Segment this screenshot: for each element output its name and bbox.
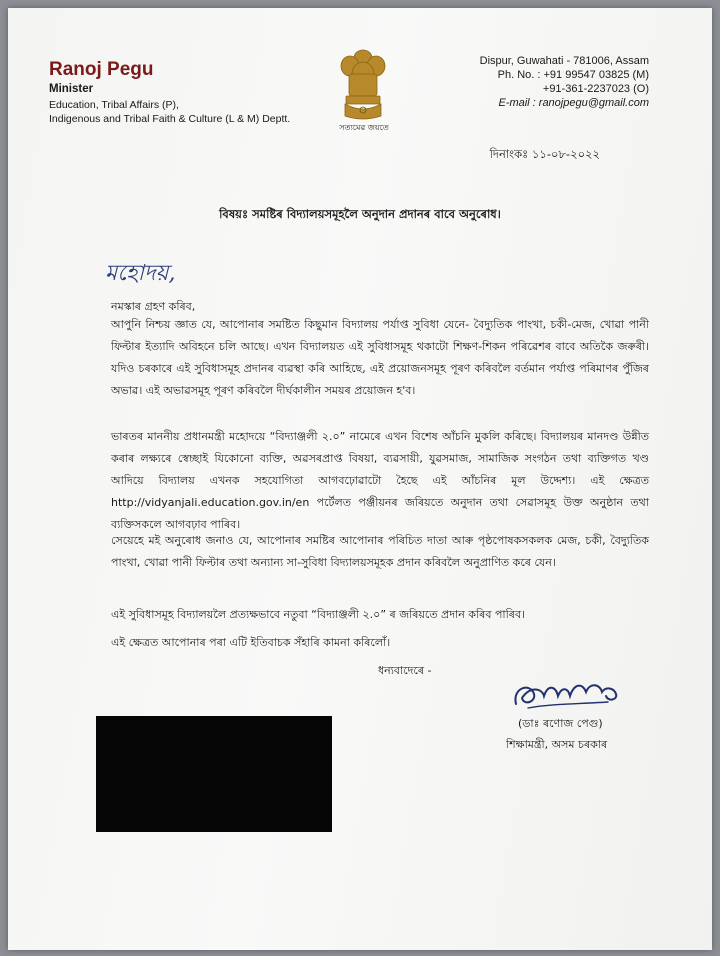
- letter-subject: বিষয়ঃ সমষ্টিৰ বিদ্যালয়সমূহলৈ অনুদান প্ৰদানৰ বাবে অনুৰোধ।: [219, 207, 501, 221]
- body-paragraph-1: আপুনি নিশ্চয় জ্ঞাত যে, আপোনাৰ সমষ্টিত কিছুমান বিদ্যালয় পৰ্যাপ্ত সুবিধা যেনে- বৈদ্যুতিক পাংখা, চকী-মেজ, খোৱা পানী ফিল্টাৰ ইত্যাদি অবিহনে চলি আছে। এখন বিদ্যালয়ত এই সুবিধাসমূহ থকাটো শিক্ষণ-শিকন পৰিৱেশৰ বাবে অতিকৈ জৰুৰী। যদিও চৰকাৰে এই সুবিধাসমূহ প্ৰদানৰ ব্যৱস্থা কৰি আহিছে, এই প্ৰয়োজনসমূহ পূৰণ কৰিবলৈ বৰ্তমান পৰ্যাপ্ত পৰিমাণৰ পুঁজিৰ অভাৱ। এই অভাৱসমূহ পূৰণ কৰিবলৈ দীৰ্ঘকালীন সময়ৰ প্ৰয়োজন হ'ব।: [111, 318, 649, 397]
- closing: ধন্যবাদেৰে -: [378, 664, 432, 677]
- address: Dispur, Guwahati - 781006, Assam: [479, 55, 649, 67]
- emblem-motto: সত্যমেৱ জয়তে: [339, 123, 389, 132]
- greeting: নমস্কাৰ গ্ৰহণ কৰিব,: [111, 300, 196, 313]
- department-line-1: Education, Tribal Affairs (P),: [49, 99, 179, 111]
- redaction-box: [96, 716, 332, 832]
- letter-page: [8, 8, 712, 950]
- minister-name: Ranoj Pegu: [49, 59, 154, 80]
- body-paragraph-2: ভাৰতৰ মাননীয় প্ৰধানমন্ত্ৰী মহোদয়ে “বিদ্যাঞ্জলী ২.০” নামেৰে এখন বিশেষ আঁচনি মুকলি কৰিছে। বিদ্যালয়ৰ মানদণ্ড উন্নীত কৰাৰ লক্ষ্যৰে স্বেচ্ছাই যিকোনো ব্যক্তি, অৱসৰপ্ৰাপ্ত বিষয়া, ব্যৱসায়ী, যুৱসমাজ, সামাজিক সংগঠন তথা ব্যক্তিগত খণ্ড আদিয়ে বিদ্যালয় এখনক সহযোগিতা আগবঢ়োৱাটো হৈছে এই আঁচনিৰ মূল উদ্দেশ্য। এই ক্ষেত্ৰত http://vidyanjali.education.gov.in/en পৰ্টেলত পঞ্জীয়নৰ জৰিয়তে অনুদান তথা সেৱাসমূহ উক্ত অনুষ্ঠান তথা ব্যক্তিসকলে আগবঢ়াব পাৰিব।: [111, 430, 649, 531]
- handwritten-signature: [508, 674, 628, 718]
- body-paragraph-4: এই সুবিধাসমূহ বিদ্যালয়লৈ প্ৰত্যক্ষভাবে নতুবা “বিদ্যাঞ্জলী ২.০” ৰ জৰিয়তে প্ৰদান কৰিব পাৰিব।: [111, 608, 525, 621]
- department: [49, 99, 290, 126]
- body-paragraph-3: সেয়েহে মই অনুৰোধ জনাও যে, আপোনাৰ সমষ্টিৰ আপোনাৰ পৰিচিত দাতা আৰু পৃষ্ঠপোষকসকলক মেজ, চকী, বৈদ্যুতিক পাংখা, খোৱা পানী ফিল্টাৰ তথা অন্যান্য সা-সুবিধা বিদ্যালয়সমূহক প্ৰদান কৰিবলৈ অনুপ্ৰাণিত কৰে যেন।: [111, 534, 649, 569]
- department-line-2: Indigenous and Tribal Faith & Culture (L & M) Deptt.: [49, 112, 291, 125]
- contact-block: [480, 54, 649, 110]
- phone-mobile: Ph. No. : +91 99547 03825 (M): [497, 69, 649, 81]
- body-paragraph-5: এই ক্ষেত্ৰত আপোনাৰ পৰা এটি ইতিবাচক সঁহাৰি কামনা কৰিলোঁ।: [111, 636, 391, 649]
- minister-title: Minister: [49, 83, 94, 95]
- signatory-title: শিক্ষামন্ত্ৰী, অসম চৰকাৰ: [506, 738, 608, 751]
- phone-office: +91-361-2237023 (O): [542, 83, 649, 95]
- signatory-name: (ডাঃ ৰণোজ পেগু): [518, 717, 603, 730]
- letter-date: দিনাংকঃ ১১-০৮-২০২২: [489, 147, 600, 161]
- email: E-mail : ranojpegu@gmail.com: [498, 97, 649, 109]
- handwritten-salutation: মহোদয়,: [105, 261, 176, 286]
